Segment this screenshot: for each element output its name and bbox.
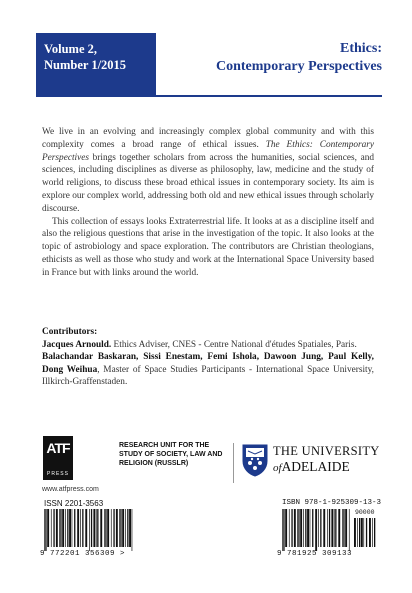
barcode-bar — [327, 509, 328, 547]
blurb — [42, 126, 374, 280]
adelaide-line — [273, 459, 380, 475]
barcode-bar — [62, 509, 64, 547]
series-name-italic: The Ethics: Contemporary Perspectives — [42, 139, 375, 163]
barcode-bar — [127, 509, 128, 547]
barcode-bar — [51, 509, 52, 547]
barcode-bar — [310, 509, 311, 547]
contributor-affiliation: , Master of Space Studies Participants - International Space University, Illkirch-Graffenstaden. — [42, 364, 374, 388]
barcode-bar — [45, 509, 46, 551]
barcode-bar — [74, 509, 75, 547]
barcode-bar — [96, 509, 97, 547]
barcode-bar — [116, 509, 118, 547]
header-divider — [36, 95, 382, 97]
barcode-bar — [345, 509, 347, 547]
barcode-bar — [91, 509, 92, 547]
number-line: Number 1/2015 — [44, 58, 127, 72]
barcode-bar — [318, 509, 319, 547]
issn-barcode-number: 9 772201 356309 > — [40, 550, 126, 558]
issn-label: ISSN 2201-3563 — [44, 499, 104, 508]
issn-barcode — [44, 509, 134, 551]
series-title-line2: Contemporary Perspectives — [215, 59, 382, 74]
barcode-bar — [65, 509, 66, 547]
barcode-bar — [320, 509, 321, 547]
barcode-bar — [307, 509, 309, 547]
barcode-bar — [303, 509, 304, 547]
barcode-bar — [72, 509, 73, 547]
barcode-bar — [104, 509, 105, 547]
series-title — [216, 40, 382, 76]
barcode-bar — [119, 509, 120, 547]
barcode-bar — [285, 509, 287, 547]
barcode-bar — [93, 509, 95, 547]
barcode-bar — [89, 509, 90, 551]
barcode-bar — [111, 509, 112, 547]
volume-line: Volume 2, — [44, 42, 98, 56]
university-crest-icon — [241, 443, 269, 477]
blurb-text: brings together scholars from across the humanities, social sciences, and sciences, including disciplines as diverse as philosophy, law, medicine and the study of world religions, to discuss these broad ethical issues in contemporary society. Its aim is explore our complex world, addressing both old and new ethical issues through scholarly discourse. — [42, 152, 374, 214]
logo-separator — [233, 443, 234, 483]
university-line: THE UNIVERSITY — [273, 444, 380, 458]
barcode-bar — [67, 509, 68, 547]
isbn-addon-label: 90000 — [355, 509, 375, 516]
barcode-bar — [283, 509, 284, 551]
barcode-bar — [85, 509, 87, 547]
barcode-bar — [329, 509, 330, 547]
barcode-bar — [129, 509, 131, 547]
barcode-bar — [289, 509, 290, 547]
barcode-bar — [80, 509, 81, 547]
isbn-barcode-number: 9 781925 309133 — [277, 550, 353, 558]
barcode-bar — [132, 509, 133, 551]
barcode-bar — [349, 509, 350, 551]
atf-mark: ATF — [46, 440, 70, 456]
atf-press-logo — [43, 436, 73, 480]
barcode-bar — [77, 509, 79, 547]
barcode-bar — [59, 509, 60, 547]
series-title-line1: Ethics: — [340, 41, 382, 56]
isbn-barcode — [282, 509, 350, 551]
barcode-bar — [359, 518, 360, 547]
barcode-bar — [331, 509, 333, 547]
barcode-bar — [372, 518, 373, 547]
barcode-bar — [97, 509, 98, 547]
barcode-bar — [282, 509, 283, 551]
barcode-bar — [100, 509, 102, 547]
contributors-heading: Contributors: — [42, 327, 98, 337]
contributor-affiliation: Ethics Adviser, CNES - Centre National d'études Spatiales, Paris. — [111, 339, 357, 350]
publisher-url: www.atfpress.com — [42, 486, 99, 493]
contributor-entry — [42, 351, 374, 389]
barcode-bar — [374, 518, 375, 547]
barcode-bar — [335, 509, 336, 547]
blurb-paragraph-1 — [42, 126, 374, 216]
barcode-bar — [323, 509, 325, 547]
barcode-bar — [125, 509, 126, 547]
barcode-bar — [305, 509, 306, 547]
contributor-names: Balachandar Baskaran, Sissi Enestam, Femi Ishola, Dawoon Jung, Paul Kelly, Dong Weihua — [42, 352, 374, 375]
barcode-bar — [47, 509, 49, 547]
contributors-section — [42, 326, 374, 389]
barcode-bar — [312, 509, 313, 547]
barcode-bar — [338, 509, 340, 547]
barcode-bar — [366, 518, 367, 547]
barcode-bar — [343, 509, 344, 547]
adelaide-word: ADELAIDE — [281, 459, 350, 474]
barcode-bar — [315, 509, 317, 551]
barcode-bar — [53, 509, 54, 547]
barcode-bar — [334, 509, 335, 547]
barcode-bar — [291, 509, 292, 547]
university-of-adelaide-logo — [273, 444, 380, 475]
barcode-bar — [44, 509, 45, 551]
barcode-bar — [56, 509, 58, 547]
barcode-bar — [357, 518, 358, 547]
adelaide-of: of — [273, 462, 282, 474]
barcode-bar — [342, 509, 343, 547]
barcode-bar — [361, 518, 363, 547]
barcode-bar — [105, 509, 106, 547]
barcode-bar — [297, 509, 298, 547]
barcode-bar — [354, 518, 356, 547]
isbn-addon-barcode — [354, 518, 378, 551]
barcode-bar — [60, 509, 61, 547]
barcode-bar — [369, 518, 371, 547]
barcode-bar — [113, 509, 114, 547]
barcode-bar — [120, 509, 121, 547]
atf-press-label: PRESS — [47, 471, 69, 477]
blurb-paragraph-2: This collection of essays looks Extraterrestrial life. It looks at as a discipline itself and also the religious questions that arise in the investigation of the topic. It also looks at the topic of astrobiology and space exploration. The contributors are Christian theologians, ethicists as well as those who study and work at the International Space University based in France but with links around the world. — [42, 216, 374, 278]
barcode-bar — [122, 509, 124, 547]
barcode-bar — [107, 509, 109, 547]
barcode-bar — [363, 518, 364, 547]
blurb-text: We live in an evolving and increasingly complex global community and with this complexity comes a broad range of ethical issues. — [42, 127, 374, 150]
contributor-names: Jacques Arnould. — [42, 339, 112, 350]
volume-box — [36, 33, 156, 95]
barcode-bar — [69, 509, 71, 547]
barcode-bar — [298, 509, 299, 547]
barcode-bar — [300, 509, 302, 547]
barcode-bar — [82, 509, 83, 547]
barcode-bar — [294, 509, 296, 547]
russlr-logo-text: RESEARCH UNIT FOR THE STUDY OF SOCIETY, LAW AND RELIGION (RUSSLR) — [119, 442, 223, 467]
isbn-label: ISBN 978-1-925309-13-3 — [282, 499, 382, 507]
contributor-entry — [42, 339, 374, 352]
